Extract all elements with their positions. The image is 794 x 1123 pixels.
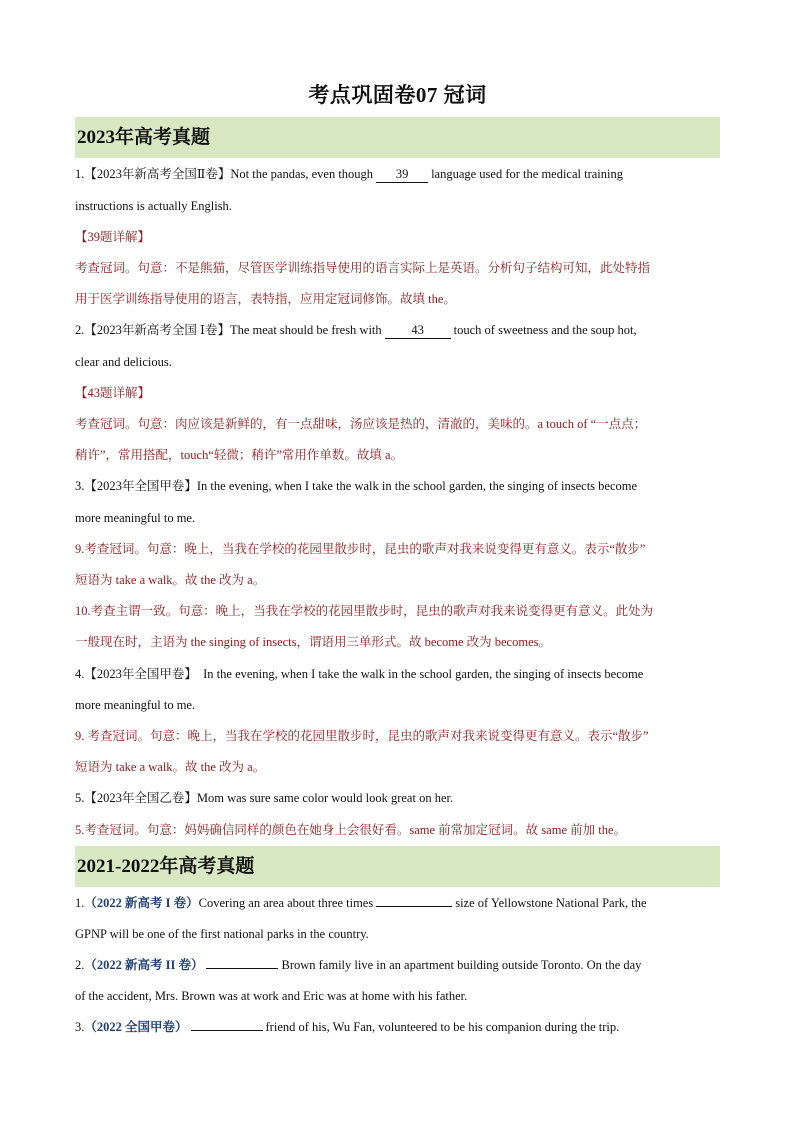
answer-blank [376,906,452,907]
explanation-title: 【39题详解】 [75,230,151,244]
question-source: 【2023年新高考全国 Ⅰ卷】 [84,323,230,337]
answer-blank [206,968,278,969]
question-number: 1. [75,896,85,910]
question-source: （2022 新高考 I 卷） [84,896,199,910]
question-2-2-line-2: of the accident, Mrs. Brown was at work and Eric was at home with his father. [75,989,468,1003]
question-1-line-2: instructions is actually English. [75,199,232,213]
question-5-line-1: 5.【2023年全国乙卷】Mom was sure same color would look great on her. [75,791,454,805]
question-2-2-line-1: 2.（2022 新高考 II 卷） Brown family live in an apartment building outside Toronto. On the day [75,958,642,972]
page-title: 考点巩固卷07 冠词 [308,83,487,107]
question-number: 1. [75,167,85,181]
explanation-line: 考查冠词。句意：肉应该是新鲜的，有一点甜味，汤应该是热的，清澈的，美味的。a touch of “一点点； [75,417,647,431]
question-number: 2. [75,958,85,972]
question-4-line-1: 4.【2023年全国甲卷】 In the evening, when I take the walk in the school garden, the singing of insects become [75,667,644,681]
question-number: 3. [75,1020,85,1034]
explanation-line: 5.考查冠词。句意：妈妈确信同样的颜色在她身上会很好看。same 前常加定冠词。故 same 前加 the。 [75,823,627,837]
question-number: 3. [75,479,85,493]
explanation-line: 9.考查冠词。句意：晚上，当我在学校的花园里散步时，昆虫的歌声对我来说变得更有意义。表示“散步” [75,542,646,556]
explanation-line: 10.考查主谓一致。句意：晚上，当我在学校的花园里散步时，昆虫的歌声对我来说变得更有意义。此处为 [75,604,654,618]
question-source: 【2023年全国甲卷】 [84,667,197,681]
explanation-line: 短语为 take a walk。故 the 改为 a。 [75,760,266,774]
answer-blank [191,1030,263,1031]
explanation-line: 9. 考查冠词。句意：晚上，当我在学校的花园里散步时，昆虫的歌声对我来说变得更有意义。表示“散步” [75,729,649,743]
explanation-line: 短语为 take a walk。故 the 改为 a。 [75,573,266,587]
question-2-line-1: 2.【2023年新高考全国 Ⅰ卷】The meat should be fresh with 43 touch of sweetness and the soup hot, [75,323,637,337]
question-source: 【2023年全国甲卷】 [84,479,197,493]
answer-blank: 43 [385,322,451,339]
question-source: 【2023年全国乙卷】 [84,791,197,805]
explanation-title: 【43题详解】 [75,386,151,400]
question-4-line-2: more meaningful to me. [75,698,196,712]
question-2-line-2: clear and delicious. [75,355,172,369]
question-source: （2022 新高考 II 卷） [84,958,204,972]
section-heading-2023: 2023年高考真题 [75,117,720,158]
question-1-line-1: 1.【2023年新高考全国Ⅱ卷】Not the pandas, even though 39 language used for the medical training [75,167,624,181]
question-3-line-2: more meaningful to me. [75,511,196,525]
question-number: 2. [75,323,85,337]
question-number: 4. [75,667,85,681]
answer-blank: 39 [376,166,428,183]
question-2-1-line-2: GPNP will be one of the first national parks in the country. [75,927,369,941]
question-2-3-line-1: 3.（2022 全国甲卷） friend of his, Wu Fan, volunteered to be his companion during the trip. [75,1020,620,1034]
question-source: 【2023年新高考全国Ⅱ卷】 [84,167,231,181]
explanation-line: 考查冠词。句意：不是熊猫，尽管医学训练指导使用的语言实际上是英语。分析句子结构可知，此处特指 [75,261,651,275]
explanation-line: 用于医学训练指导使用的语言，表特指，应用定冠词修饰。故填 the。 [75,292,456,306]
question-number: 5. [75,791,85,805]
explanation-line: 一般现在时，主语为 the singing of insects，谓语用三单形式。故 become 改为 becomes。 [75,635,551,649]
question-2-1-line-1: 1.（2022 新高考 I 卷）Covering an area about three times size of Yellowstone National Park, the [75,896,647,910]
explanation-line: 稍许”，常用搭配，touch“轻微；稍许”常用作单数。故填 a。 [75,448,404,462]
question-source: （2022 全国甲卷） [84,1020,188,1034]
question-3-line-1: 3.【2023年全国甲卷】In the evening, when I take the walk in the school garden, the singing of insects become [75,479,638,493]
section-heading-2021-2022: 2021-2022年高考真题 [75,846,720,887]
